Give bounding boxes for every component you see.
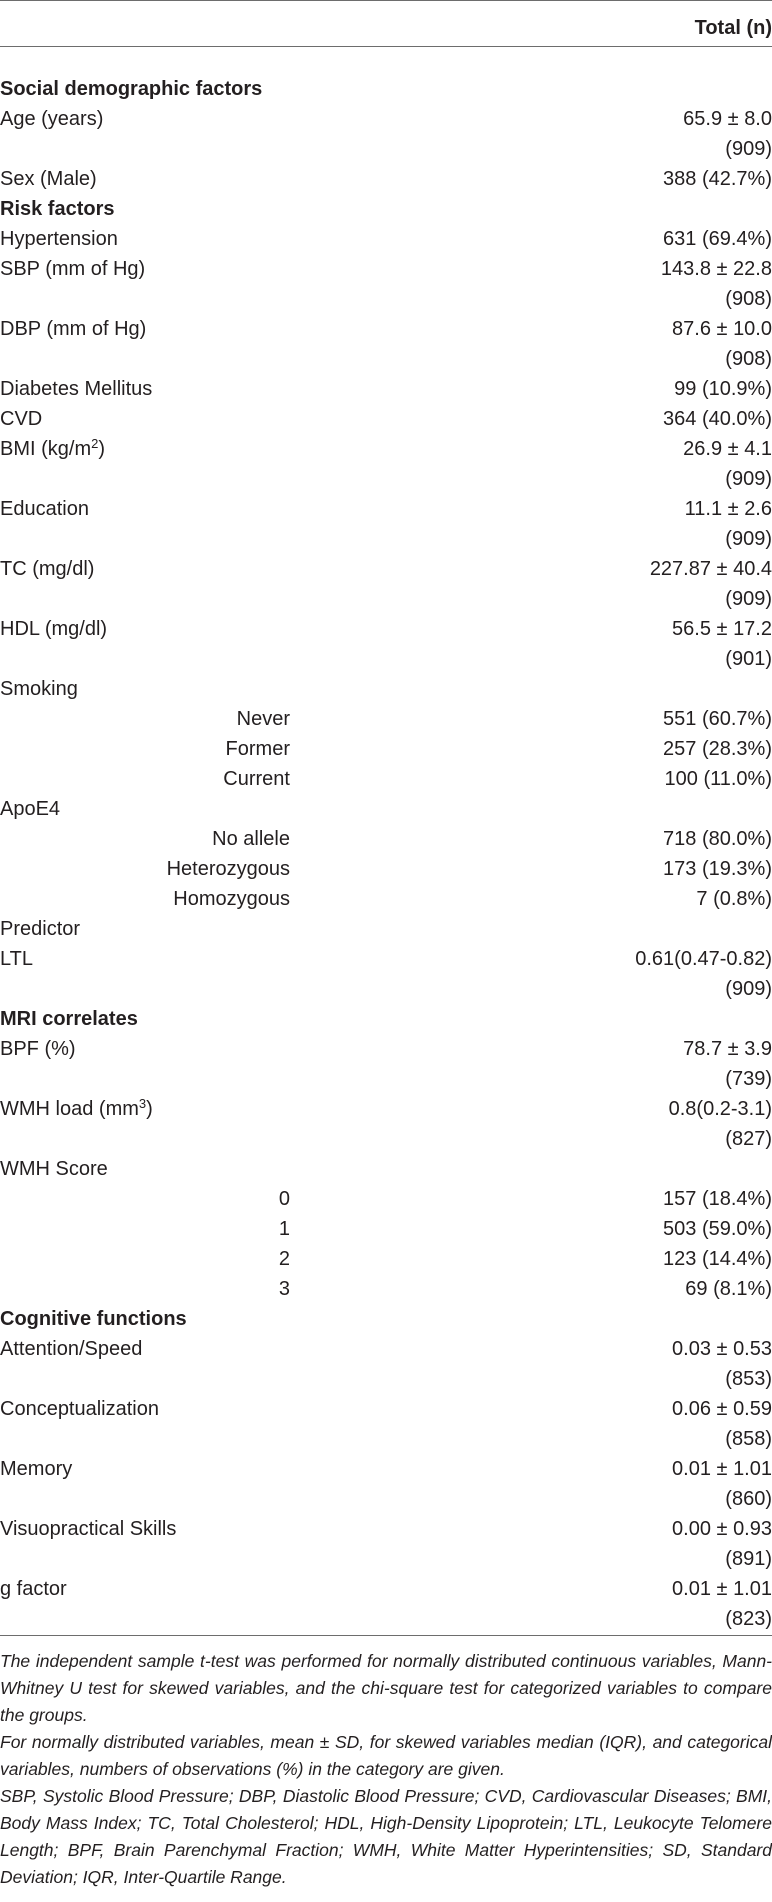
- row-label: SBP (mm of Hg): [0, 258, 146, 280]
- category-label: 0: [278, 1188, 290, 1210]
- table-row: [0, 1154, 772, 1184]
- table-row: [0, 854, 772, 884]
- section-title: MRI correlates: [0, 1008, 138, 1030]
- row-label: Diabetes Mellitus: [0, 378, 153, 400]
- table-row: [0, 164, 772, 194]
- row-value: 0.8(0.2-3.1): [668, 1098, 772, 1120]
- row-value: 157 (18.4%): [663, 1188, 772, 1210]
- table-row: [0, 494, 772, 554]
- category-label: Homozygous: [173, 888, 290, 910]
- row-value: 718 (80.0%): [663, 828, 772, 850]
- row-label-suffix: ): [146, 1098, 153, 1120]
- row-value: 173 (19.3%): [663, 858, 772, 880]
- row-value: 0.00 ± 0.93: [672, 1518, 772, 1540]
- row-value: 7 (0.8%): [696, 888, 772, 910]
- table-row: [0, 944, 772, 1004]
- row-sample-size: (739): [725, 1068, 772, 1090]
- section-title: Social demographic factors: [0, 78, 263, 100]
- total-column-header: Total (n): [694, 17, 772, 39]
- table-row: [0, 1214, 772, 1244]
- table-row: [0, 254, 772, 314]
- row-label: WMH Score: [0, 1158, 108, 1180]
- table-row: [0, 824, 772, 854]
- section-header-row: [0, 1004, 772, 1034]
- row-value: 0.06 ± 0.59: [672, 1398, 772, 1420]
- table-row: [0, 104, 772, 164]
- row-label: Age (years): [0, 108, 104, 130]
- table-header-rule: [0, 46, 772, 47]
- row-sample-size: (858): [725, 1428, 772, 1450]
- table-row: [0, 914, 772, 944]
- row-label: [0, 1094, 153, 1124]
- table-row: [0, 374, 772, 404]
- row-label: Sex (Male): [0, 168, 97, 190]
- row-sample-size: (891): [725, 1548, 772, 1570]
- row-sample-size: (909): [725, 138, 772, 160]
- row-sample-size: (901): [725, 648, 772, 670]
- table-bottom-rule: [0, 1635, 772, 1636]
- footnote-statistics: For normally distributed variables, mean ± SD, for skewed variables median (IQR), and categorical variables, numbers of observations (%) in the category are given.: [0, 1732, 772, 1779]
- category-label: No allele: [212, 828, 290, 850]
- table-row: [0, 1394, 772, 1454]
- row-sample-size: (909): [725, 588, 772, 610]
- row-value: 123 (14.4%): [663, 1248, 772, 1270]
- row-label-suffix: ): [98, 438, 106, 460]
- table-row: [0, 404, 772, 434]
- row-sample-size: (853): [725, 1368, 772, 1390]
- table-row: [0, 1514, 772, 1574]
- table-row: [0, 1094, 772, 1154]
- row-value: 65.9 ± 8.0: [683, 108, 772, 130]
- table-row: [0, 434, 772, 494]
- table-row: [0, 1184, 772, 1214]
- table-row: [0, 554, 772, 614]
- table-row: [0, 224, 772, 254]
- row-label: BPF (%): [0, 1038, 76, 1060]
- table-row: [0, 734, 772, 764]
- table-body: [0, 74, 772, 1634]
- row-label: ApoE4: [0, 798, 61, 820]
- table-row: [0, 674, 772, 704]
- row-label: Education: [0, 498, 89, 520]
- category-label: 3: [278, 1278, 290, 1300]
- row-value: 0.61(0.47-0.82): [635, 948, 772, 970]
- row-value: 388 (42.7%): [663, 168, 772, 190]
- row-label: HDL (mg/dl): [0, 618, 108, 640]
- section-title: Cognitive functions: [0, 1308, 187, 1330]
- table-row: [0, 1454, 772, 1514]
- row-value: 100 (11.0%): [664, 768, 772, 790]
- row-value: 257 (28.3%): [663, 738, 772, 760]
- row-sample-size: (909): [725, 978, 772, 1000]
- row-label: Predictor: [0, 918, 81, 940]
- category-label: Current: [223, 768, 290, 790]
- row-value: 11.1 ± 2.6: [684, 498, 772, 520]
- table-row: [0, 1274, 772, 1304]
- table-row: [0, 1034, 772, 1094]
- row-label: Conceptualization: [0, 1398, 159, 1420]
- row-sample-size: (860): [725, 1488, 772, 1510]
- table-row: [0, 764, 772, 794]
- row-value: 69 (8.1%): [685, 1278, 772, 1300]
- row-sample-size: (909): [725, 528, 772, 550]
- row-sample-size: (823): [725, 1608, 772, 1630]
- row-label: Memory: [0, 1458, 73, 1480]
- category-label: Never: [236, 708, 290, 730]
- footnote-tests: The independent sample t-test was performed for normally distributed continuous variables, Mann-Whitney U test for skewed variables, and the chi-square test for categorized variables to compare the groups.: [0, 1651, 772, 1725]
- row-value: 0.03 ± 0.53: [672, 1338, 772, 1360]
- row-label: [0, 434, 105, 464]
- row-value: 78.7 ± 3.9: [683, 1038, 772, 1060]
- row-value: 87.6 ± 10.0: [672, 318, 772, 340]
- row-value: 0.01 ± 1.01: [672, 1458, 772, 1480]
- section-header-row: [0, 74, 772, 104]
- table-row: [0, 704, 772, 734]
- row-value: 26.9 ± 4.1: [683, 438, 772, 460]
- table-row: [0, 884, 772, 914]
- row-label-text: BMI (kg/m: [0, 438, 92, 460]
- table-footnotes: [0, 1648, 772, 1891]
- category-label: Heterozygous: [166, 858, 290, 880]
- table-row: [0, 1574, 772, 1634]
- row-value: 143.8 ± 22.8: [660, 258, 772, 280]
- row-label: Attention/Speed: [0, 1338, 143, 1360]
- row-label-text: WMH load (mm: [0, 1098, 139, 1120]
- category-label: 1: [278, 1218, 290, 1240]
- row-label: LTL: [0, 948, 33, 970]
- section-header-row: [0, 1304, 772, 1334]
- row-value: 551 (60.7%): [663, 708, 772, 730]
- row-value: 631 (69.4%): [663, 228, 772, 250]
- row-label-superscript: 2: [91, 436, 99, 451]
- row-value: 364 (40.0%): [663, 408, 772, 430]
- table-row: [0, 1244, 772, 1274]
- section-header-row: [0, 194, 772, 224]
- table-row: [0, 614, 772, 674]
- row-value: 503 (59.0%): [663, 1218, 772, 1240]
- row-label: TC (mg/dl): [0, 558, 95, 580]
- table-row: [0, 794, 772, 824]
- row-label: DBP (mm of Hg): [0, 318, 147, 340]
- row-sample-size: (908): [725, 288, 772, 310]
- row-label-superscript: 3: [138, 1096, 147, 1111]
- category-label: Former: [225, 738, 290, 760]
- row-sample-size: (827): [725, 1128, 772, 1150]
- footnote-abbreviations: SBP, Systolic Blood Pressure; DBP, Diastolic Blood Pressure; CVD, Cardiovascular Diseases; BMI, Body Mass Index; TC, Total Cholesterol; HDL, High-Density Lipoprotein; LTL, Leukocyte Telomere Length; BPF, Brain Parenchymal Fraction; WMH, White Matter Hyperintensities; SD, Standard Deviation; IQR, Inter-Quartile Range.: [0, 1786, 772, 1887]
- row-sample-size: (908): [725, 348, 772, 370]
- row-value: 0.01 ± 1.01: [672, 1578, 772, 1600]
- row-sample-size: (909): [725, 468, 772, 490]
- table-row: [0, 1334, 772, 1394]
- category-label: 2: [278, 1248, 290, 1270]
- row-value: 99 (10.9%): [674, 378, 772, 400]
- row-value: 56.5 ± 17.2: [672, 618, 772, 640]
- row-label: Hypertension: [0, 228, 118, 250]
- table-row: [0, 314, 772, 374]
- table-header: [0, 0, 772, 56]
- row-label: CVD: [0, 408, 43, 430]
- row-value: 227.87 ± 40.4: [649, 558, 772, 580]
- row-label: Visuopractical Skills: [0, 1518, 177, 1540]
- section-title: Risk factors: [0, 198, 115, 220]
- row-label: Smoking: [0, 678, 78, 700]
- row-label: g factor: [0, 1578, 67, 1600]
